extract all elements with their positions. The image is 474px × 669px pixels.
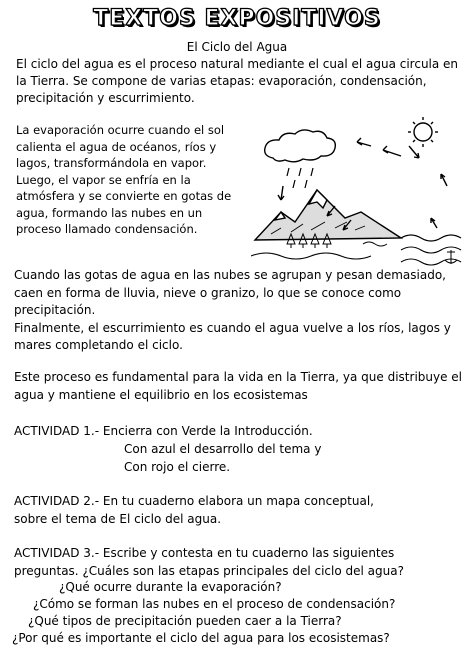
activity-2-line-2: sobre el tema de El ciclo del agua.: [14, 512, 222, 526]
activity-3-line-2: preguntas. ¿Cuáles son las etapas principales del ciclo del agua?: [14, 564, 404, 578]
cloud-icon: [265, 130, 336, 162]
activity-2-line-1: ACTIVIDAD 2.- En tu cuaderno elabora un mapa conceptual,: [14, 494, 374, 508]
activity-1-line-2: Con azul el desarrollo del tema y: [124, 442, 322, 456]
question-item: ¿Qué ocurre durante la evaporación?: [59, 580, 282, 594]
question-item: ¿Por qué es importante el ciclo del agua para los ecosistemas?: [12, 631, 390, 645]
activity-3-line-1: ACTIVIDAD 3.- Escribe y contesta en tu cuaderno las siguientes: [14, 546, 395, 560]
introduction-paragraph: El ciclo del agua es el proceso natural mediante el cual el agua circula en la Tierra. Se compone de varias etapas: evaporación, condensación, precipitación y escurrimiento.: [16, 57, 459, 105]
development-paragraph: [16, 122, 248, 238]
sun-icon: [408, 117, 438, 147]
water-cycle-illustration: [251, 116, 471, 272]
activity-1-line-1: ACTIVIDAD 1.- Encierra con Verde la Introducción.: [14, 424, 313, 438]
question-item: ¿Qué tipos de precipitación pueden caer a la Tierra?: [28, 614, 342, 628]
precipitation-text: Cuando las gotas de agua en las nubes se agrupan y pesan demasiado, caen en forma de lluvia, nieve o granizo, lo que se conoce como precipitación.: [14, 268, 446, 317]
runoff-text: Finalmente, el escurrimiento es cuando el agua vuelve a los ríos, lagos y mares completando el ciclo.: [14, 320, 451, 352]
text-subtitle: El Ciclo del Agua: [186, 40, 288, 54]
condensation-text: Luego, el vapor se enfría en la atmósfera y se convierte en gotas de agua, formando las nubes en un proceso llamado condensación.: [16, 172, 232, 236]
activity-1-line-3: Con rojo el cierre.: [124, 460, 231, 474]
page-title: TEXTOS EXPOSITIVOS: [93, 6, 381, 31]
closing-paragraph: Este proceso es fundamental para la vida en la Tierra, ya que distribuye el agua y mantiene el equilibrio en los ecosistemas: [14, 370, 463, 402]
development-continuation: [14, 267, 466, 355]
question-item: ¿Cómo se forman las nubes en el proceso de condensación?: [33, 597, 396, 611]
sea-icon: [401, 235, 461, 241]
evaporation-text: La evaporación ocurre cuando el sol calienta el agua de océanos, ríos y lagos, transformándola en vapor.: [16, 123, 225, 170]
rain-icon: [287, 168, 313, 188]
